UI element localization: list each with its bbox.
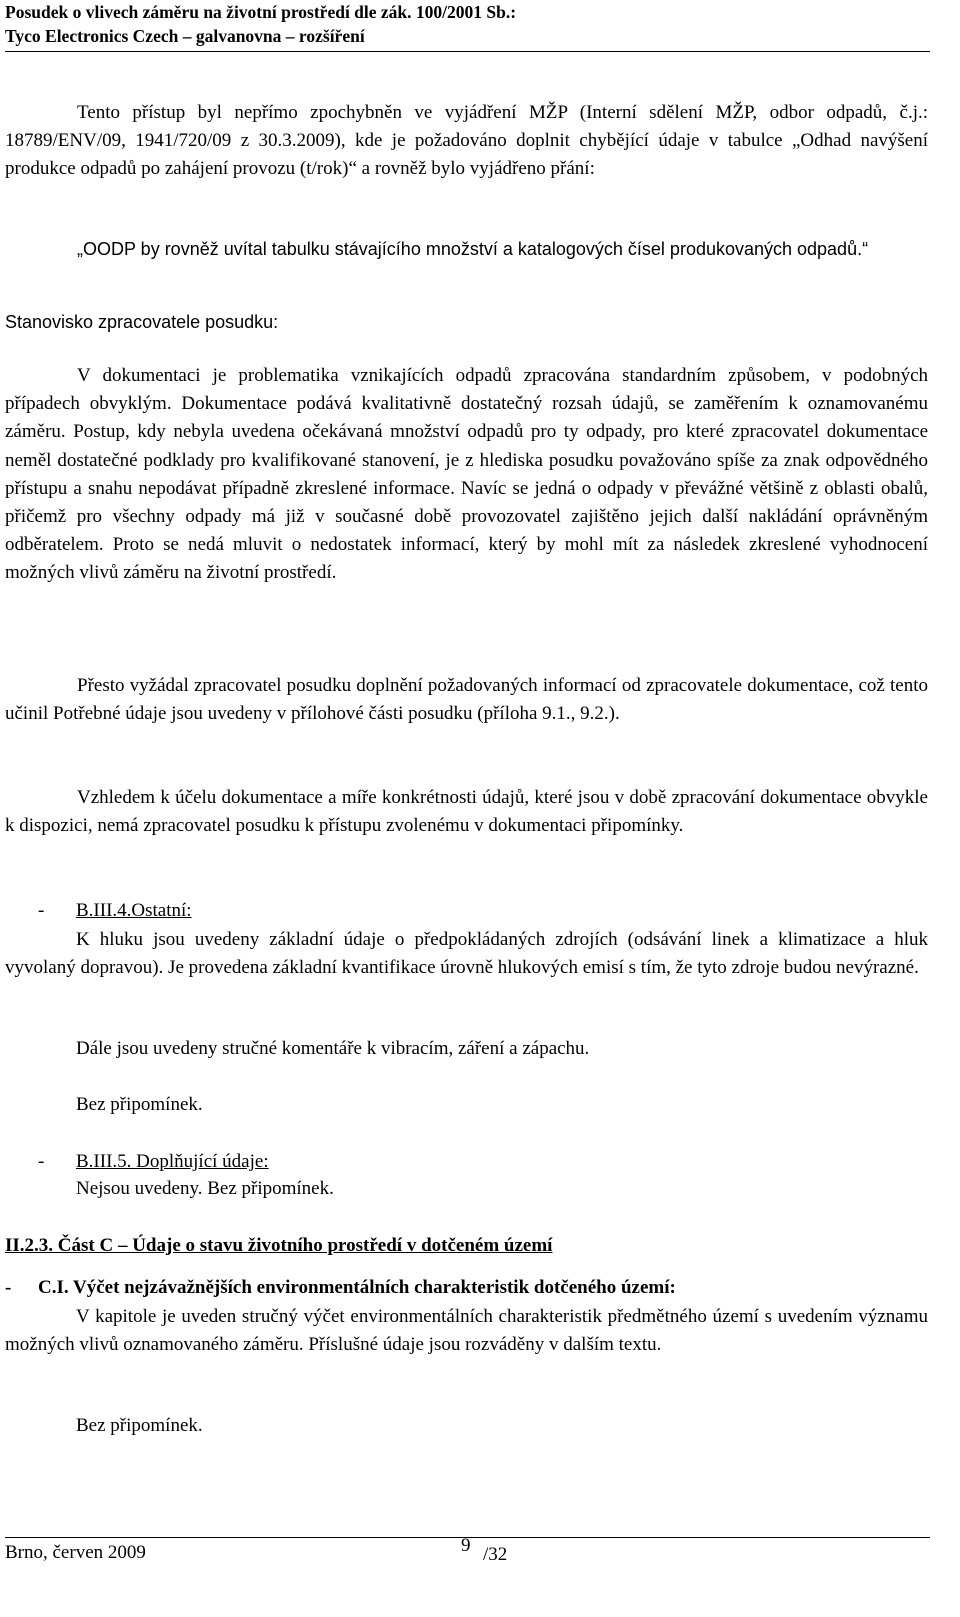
footer-page-number: 9 (461, 1535, 471, 1556)
b34-text: K hluku jsou uvedeny základní údaje o předpokládaných zdrojích (odsávání linek a klimatizace a hluk vyvolaný dopravou). Je provedena základní kvantifikace úrovně hlukových emisí s tím, že tyto zdroje budou nevýrazné. (5, 929, 928, 979)
b35-text: Nejsou uvedeny. Bez připomínek. (76, 1178, 334, 1199)
b34-heading: B.III.4.Ostatní: (76, 900, 192, 921)
ci-text: V kapitole je uveden stručný výčet environmentálních charakteristik předmětného území s uvedením významu možných vlivů oznamovaného záměru. Příslušné údaje jsou rozváděny v dalším textu. (5, 1306, 928, 1356)
footer-place-date: Brno, červen 2009 (5, 1542, 146, 1563)
ci-dash: - (5, 1277, 12, 1298)
footer-total-pages: /32 (483, 1544, 508, 1565)
page-footer (5, 1535, 930, 1565)
page-header (5, 0, 930, 52)
intro-paragraph: Tento přístup byl nepřímo zpochybněn ve vyjádření MŽP (Interní sdělení MŽP, odbor odpadů, č.j.: 18789/ENV/09, 1941/720/09 z 30.3.2009), kde je požadováno doplnit chybějící údaje v tabulce „Odhad navýšení produkce odpadů po zahájení provozu (t/rok)“ a rovněž bylo vyjádřeno přání: (5, 102, 928, 180)
paragraph-waste-assessment: V dokumentaci je problematika vznikajících odpadů zpracována standardním způsobem, v podobných případech obvyklým. Dokumentace podává kvalitativně dostatečný rozsah údajů, se zaměřením k oznamovanému záměru. Postup, kdy nebyla uvedena očekávaná množství odpadů pro ty odpady, pro které zpracovatel dokumentace neměl dostatečné podklady pro kvalifikované stanovení, je z hlediska posudku považováno spíše za znak odpovědného přístupu a snahu nepodávat případně zkreslené informace. Navíc se jedná o odpady v převážné většině z oblasti obalů, přičemž pro všechny odpady má již v současné době provozovatel zajištěno jejich další nakládání oprávněným odběratelem. Proto se nedá mluvit o nedostatek informací, který by mohl mít za následek zkreslené vyhodnocení možných vlivů záměru na životní prostředí. (5, 365, 928, 584)
section-ii23-heading: II.2.3. Část C – Údaje o stavu životního prostředí v dotčeném území (5, 1235, 553, 1256)
header-title: Posudek o vlivech záměru na životní prostředí dle zák. 100/2001 Sb.: (5, 2, 517, 22)
stanovisko-label: Stanovisko zpracovatele posudku: (5, 312, 279, 332)
paragraph-conclusion: Vzhledem k účelu dokumentace a míře konkrétnosti údajů, které jsou v době zpracování dokumentace obvykle k dispozici, nemá zpracovatel posudku k přístupu zvolenému v dokumentaci připomínky. (5, 787, 928, 837)
ci-heading: C.I. Výčet nejzávažnějších environmentálních charakteristik dotčeného území: (38, 1277, 676, 1298)
quote-paragraph: „OODP by rovněž uvítal tabulku stávajícího množství a katalogových čísel produkovaných odpadů.“ (77, 239, 869, 259)
header-subtitle: Tyco Electronics Czech – galvanovna – rozšíření (5, 26, 365, 46)
b34-dash: - (38, 900, 45, 921)
ci-note: Bez připomínek. (76, 1415, 203, 1436)
b35-dash: - (38, 1151, 45, 1172)
b34-text2: Dále jsou uvedeny stručné komentáře k vibracím, záření a zápachu. (76, 1038, 590, 1059)
b35-heading: B.III.5. Doplňující údaje: (76, 1151, 269, 1172)
b34-note: Bez připomínek. (76, 1094, 203, 1115)
paragraph-additional-info: Přesto vyžádal zpracovatel posudku doplnění požadovaných informací od zpracovatele dokumentace, což tento učinil Potřebné údaje jsou uvedeny v přílohové části posudku (příloha 9.1., 9.2.). (5, 675, 928, 725)
